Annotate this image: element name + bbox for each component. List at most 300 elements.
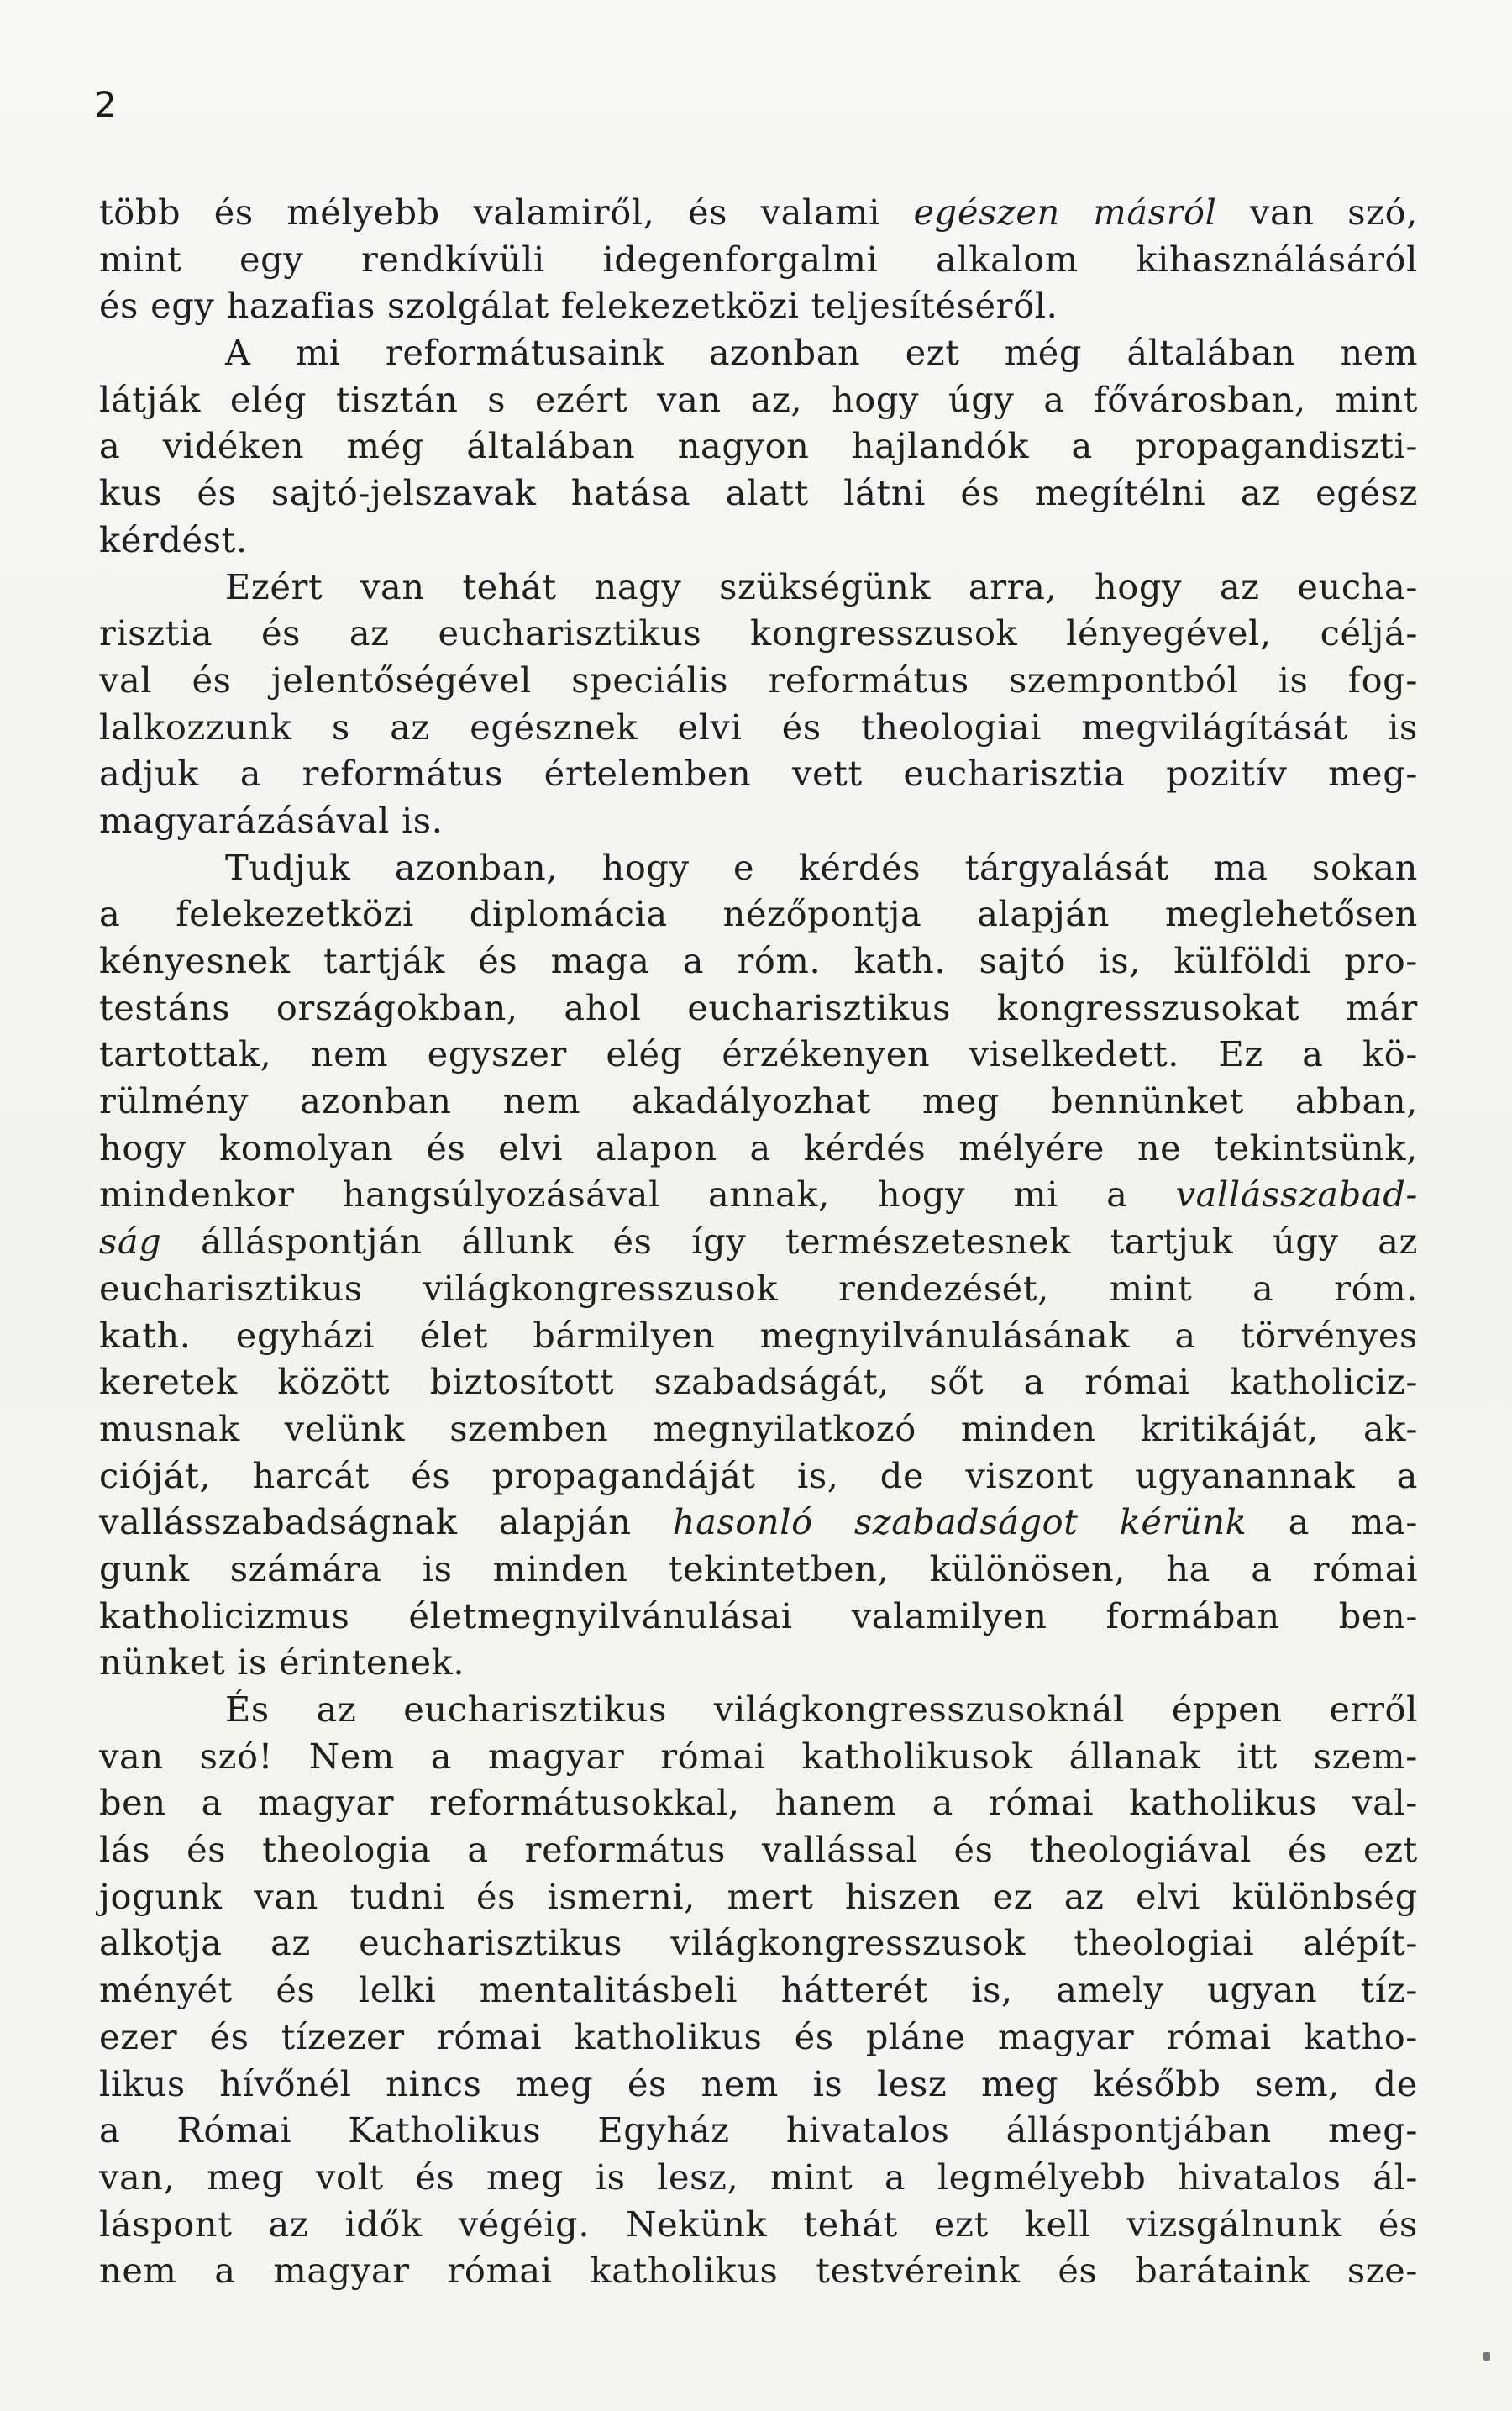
word: akadályozhat xyxy=(632,1080,871,1122)
word: fog- xyxy=(1347,659,1418,701)
word: A xyxy=(225,332,251,374)
text-line xyxy=(99,1829,1418,1876)
word: meglehetősen xyxy=(1164,893,1418,935)
word: volt xyxy=(315,2156,384,2198)
word: vidéken xyxy=(162,425,305,467)
word: római xyxy=(988,1782,1095,1824)
word: és xyxy=(1378,2203,1418,2245)
text-line xyxy=(99,1548,1418,1595)
word: katholikus xyxy=(574,2015,763,2057)
word: rendkívüli xyxy=(360,238,545,280)
word: magyar xyxy=(273,2250,410,2292)
word: több xyxy=(99,192,181,233)
text-line xyxy=(99,1689,1418,1736)
word: abban, xyxy=(1294,1080,1418,1122)
word: egyházi xyxy=(235,1314,375,1356)
word: szemben xyxy=(449,1407,609,1449)
word: s xyxy=(487,378,507,420)
word: alapján xyxy=(977,893,1110,935)
word: azonban, xyxy=(394,846,559,888)
word: általában xyxy=(466,425,636,467)
word: hazafias xyxy=(226,285,375,327)
word: a xyxy=(467,1829,489,1871)
word: likus xyxy=(99,2062,186,2104)
word: egy xyxy=(239,238,304,280)
word: sokan xyxy=(1312,846,1418,888)
word: tekintsünk, xyxy=(1214,1127,1418,1169)
word: elég xyxy=(229,378,307,420)
word: itt xyxy=(1236,1735,1278,1777)
word: és xyxy=(687,192,728,233)
word: róm. xyxy=(1334,1267,1418,1309)
word: megítélni xyxy=(1034,472,1206,514)
word: eucharisztikus xyxy=(438,612,702,654)
word: meg- xyxy=(1328,2109,1418,2151)
text-line xyxy=(99,1922,1418,1969)
word: ma- xyxy=(1351,1501,1418,1543)
text-line xyxy=(99,1595,1418,1642)
word: gunk xyxy=(99,1547,190,1589)
word: a xyxy=(1043,378,1065,420)
word: érzékenyen xyxy=(722,1033,931,1075)
word: élet xyxy=(419,1314,488,1356)
word: és xyxy=(794,2015,834,2057)
word: ményét xyxy=(99,1969,233,2011)
word: valamiről, xyxy=(473,192,655,233)
word: eucha- xyxy=(1297,565,1418,607)
word: alatt xyxy=(725,472,809,514)
word: is xyxy=(595,2156,626,2198)
word: nünket xyxy=(99,1641,226,1683)
emphasized-word: szabadságot xyxy=(853,1501,1079,1543)
word: az xyxy=(268,2203,309,2245)
word: kongresszusokat xyxy=(996,986,1300,1028)
word: ál- xyxy=(1373,2156,1418,2198)
text-line xyxy=(99,192,1418,239)
word: álláspontjában xyxy=(1005,2109,1272,2151)
scan-speck xyxy=(1483,2352,1490,2361)
word: és xyxy=(953,1829,994,1871)
word: és xyxy=(781,706,822,748)
word: mi xyxy=(1013,1174,1059,1216)
word: erről xyxy=(1329,1689,1418,1730)
word: de xyxy=(879,1454,925,1496)
word: értelemben xyxy=(543,753,752,795)
word: meg xyxy=(515,2062,594,2104)
word: is, xyxy=(971,1969,1013,2011)
word: a xyxy=(1251,1547,1273,1589)
word: ne xyxy=(1137,1127,1182,1169)
word: is xyxy=(422,1547,453,1589)
word: sem, xyxy=(1255,2062,1340,2104)
word: mi xyxy=(295,332,341,374)
word: és xyxy=(411,1454,451,1496)
word: vallásszabadságnak xyxy=(99,1501,458,1543)
word: felekezetközi xyxy=(176,893,414,935)
word: hajlandók xyxy=(851,425,1030,467)
word: val xyxy=(99,659,153,701)
word: különbség xyxy=(1231,1875,1418,1917)
word: mert xyxy=(727,1875,814,1917)
word: lesz xyxy=(876,2062,948,2104)
word: szem- xyxy=(1313,1735,1418,1777)
word: az xyxy=(1063,1875,1105,1917)
word: sőt xyxy=(929,1361,984,1403)
word: végéig. xyxy=(458,2203,591,2245)
word: alkotja xyxy=(99,1922,223,1964)
word: a xyxy=(682,940,705,981)
word: látják xyxy=(99,378,202,420)
word: az xyxy=(1219,565,1260,607)
word: érintenek. xyxy=(278,1641,465,1683)
word: cióját, xyxy=(99,1454,212,1496)
word: van xyxy=(657,378,722,420)
word: reformátusokkal, xyxy=(429,1782,740,1824)
word: legmélyebb xyxy=(937,2156,1147,2198)
word: mint xyxy=(99,238,182,280)
word: és xyxy=(276,1969,316,2011)
word: katholicizmus xyxy=(99,1594,350,1636)
word: musnak xyxy=(99,1407,240,1449)
word: pláne xyxy=(865,2015,966,2057)
word: biztosított xyxy=(429,1361,615,1403)
text-line xyxy=(99,612,1418,659)
body-text xyxy=(99,192,1418,2297)
word: keretek xyxy=(99,1361,238,1403)
word: testvéreink xyxy=(816,2250,1021,2292)
text-line xyxy=(99,847,1418,894)
word: hangsúlyozásával xyxy=(342,1174,660,1216)
word: e xyxy=(733,846,755,888)
word: is, xyxy=(1099,940,1141,981)
word: valami xyxy=(760,192,880,233)
word: tíz- xyxy=(1360,1969,1418,2011)
word: s xyxy=(332,706,350,748)
word: pozitív xyxy=(1166,753,1288,795)
word: van xyxy=(1249,192,1315,233)
word: nem xyxy=(502,1080,581,1122)
word: lelki xyxy=(358,1969,437,2011)
word: ezt xyxy=(905,332,960,374)
word: is. xyxy=(401,799,444,841)
word: bennünket xyxy=(1051,1080,1244,1122)
word: még xyxy=(346,425,424,467)
word: tudni xyxy=(349,1875,445,1917)
word: alapján xyxy=(498,1501,632,1543)
word: mentalitásbeli xyxy=(479,1969,738,2011)
word: eucharisztikus xyxy=(99,1267,363,1309)
word: jelentőségével xyxy=(270,659,533,701)
word: is, xyxy=(796,1454,839,1496)
word: szó! xyxy=(199,1735,273,1777)
text-line xyxy=(99,753,1418,800)
word: nem xyxy=(1340,332,1418,374)
word: katholikus xyxy=(1129,1782,1318,1824)
word: nincs xyxy=(386,2062,482,2104)
word: láspont xyxy=(99,2203,233,2245)
word: ez xyxy=(992,1875,1033,1917)
word: Nekünk xyxy=(626,2203,768,2245)
word: a xyxy=(1106,1174,1128,1216)
word: úgy xyxy=(948,378,1015,420)
word: val- xyxy=(1352,1782,1418,1824)
word: valamilyen xyxy=(851,1594,1047,1636)
text-line xyxy=(99,472,1418,519)
word: világkongresszusoknál xyxy=(713,1689,1125,1730)
word: és xyxy=(192,659,232,701)
word: van xyxy=(360,565,425,607)
word: és xyxy=(476,1875,517,1917)
word: és xyxy=(1058,2250,1098,2292)
word: hanem xyxy=(774,1782,897,1824)
word: a xyxy=(99,893,121,935)
word: hívőnél xyxy=(219,2062,352,2104)
word: de xyxy=(1373,2062,1418,2104)
word: azonban xyxy=(708,332,861,374)
word: theologia xyxy=(262,1829,432,1871)
word: velünk xyxy=(284,1407,406,1449)
word: ezer xyxy=(99,2015,178,2057)
word: a xyxy=(1302,1033,1324,1075)
text-line xyxy=(99,987,1418,1034)
word: és xyxy=(213,192,254,233)
emphasized-word: vallásszabad- xyxy=(1175,1174,1418,1216)
word: eucharisztikus xyxy=(403,1689,667,1730)
word: és xyxy=(99,285,139,327)
text-line xyxy=(99,2063,1418,2110)
word: elvi xyxy=(498,1127,564,1169)
word: felekezetközi xyxy=(560,285,800,327)
text-line xyxy=(99,1033,1418,1080)
word: megnyilatkozó xyxy=(653,1407,916,1449)
word: ha xyxy=(1166,1547,1211,1589)
word: reformátusaink xyxy=(385,332,664,374)
word: Tudjuk xyxy=(225,846,351,888)
word: még xyxy=(1004,332,1083,374)
word: országokban, xyxy=(276,986,518,1028)
word: református xyxy=(302,753,504,795)
emphasized-word: egészen xyxy=(913,192,1060,233)
word: nem xyxy=(701,2062,779,2104)
word: az xyxy=(390,706,430,748)
word: rendezését, xyxy=(837,1267,1049,1309)
word: alépít- xyxy=(1302,1922,1418,1964)
word: Római xyxy=(176,2109,292,2151)
word: is xyxy=(1278,659,1309,701)
word: világkongresszusok xyxy=(670,1922,1026,1964)
word: a xyxy=(749,1127,771,1169)
word: megvilágítását xyxy=(1081,706,1348,748)
word: céljá- xyxy=(1320,612,1418,654)
word: propagandiszti- xyxy=(1135,425,1418,467)
word: adjuk xyxy=(99,753,200,795)
word: állunk xyxy=(461,1221,574,1263)
word: római xyxy=(1166,2015,1272,2057)
word: mindenkor xyxy=(99,1174,295,1216)
word: úgy xyxy=(1273,1221,1339,1263)
word: viselkedett. xyxy=(969,1033,1180,1075)
word: és xyxy=(612,1221,653,1263)
word: minden xyxy=(492,1547,628,1589)
text-line xyxy=(99,1455,1418,1502)
word: az xyxy=(270,1922,311,1964)
word: az xyxy=(316,1689,357,1730)
word: ben xyxy=(99,1782,166,1824)
word: kihasználásáról xyxy=(1136,238,1418,280)
word: tekintetben, xyxy=(668,1547,890,1589)
word: sajtó xyxy=(979,940,1067,981)
emphasized-word: hasonló xyxy=(672,1501,813,1543)
text-line xyxy=(99,940,1418,987)
word: harcát xyxy=(252,1454,370,1496)
word: kongresszusok xyxy=(750,612,1018,654)
word: theologiai xyxy=(1074,1922,1255,1964)
word: maga xyxy=(550,940,650,981)
word: kus xyxy=(99,472,162,514)
word: magyar xyxy=(488,1735,625,1777)
text-line xyxy=(99,1315,1418,1362)
word: törvényes xyxy=(1241,1314,1418,1356)
word: mélyére xyxy=(958,1127,1105,1169)
word: kérdés xyxy=(803,1127,927,1169)
word: elvi xyxy=(1136,1875,1201,1917)
word: egész xyxy=(1315,472,1418,514)
word: a xyxy=(1288,1501,1310,1543)
word: nézőpontja xyxy=(722,893,922,935)
word: speciális xyxy=(571,659,729,701)
word: tehát xyxy=(803,2203,898,2245)
word: tehát xyxy=(462,565,557,607)
word: kath. xyxy=(99,1314,192,1356)
word: és xyxy=(426,1127,466,1169)
word: a xyxy=(884,2156,906,2198)
word: viszont xyxy=(965,1454,1094,1496)
word: külföldi xyxy=(1173,940,1311,981)
word: kérdés xyxy=(798,846,921,888)
word: nagy xyxy=(594,565,682,607)
word: vallással xyxy=(762,1829,918,1871)
word: ezt xyxy=(1363,1829,1418,1871)
word: a xyxy=(99,425,121,467)
word: Egyház xyxy=(597,2109,730,2151)
text-line xyxy=(99,425,1418,472)
word: nagyon xyxy=(677,425,810,467)
word: is xyxy=(1388,706,1418,748)
text-line xyxy=(99,800,1418,847)
word: természetesnek xyxy=(785,1221,1071,1263)
word: hogy xyxy=(99,1127,187,1169)
word: kell xyxy=(1024,2203,1091,2245)
word: világkongresszusok xyxy=(423,1267,779,1309)
text-line xyxy=(99,659,1418,706)
word: római xyxy=(447,2250,553,2292)
word: hogy xyxy=(878,1174,966,1216)
text-line xyxy=(99,2109,1418,2156)
word: ahol xyxy=(564,986,642,1028)
word: a xyxy=(1396,1454,1418,1496)
text-line xyxy=(99,1501,1418,1548)
word: és xyxy=(478,940,518,981)
word: a xyxy=(1252,1267,1274,1309)
word: barátaink xyxy=(1135,2250,1310,2292)
word: Nem xyxy=(308,1735,395,1777)
word: meg xyxy=(980,2062,1059,2104)
text-line xyxy=(99,332,1418,379)
word: theologiával xyxy=(1029,1829,1252,1871)
word: is xyxy=(237,1641,267,1683)
word: kath. xyxy=(853,940,947,981)
text-line xyxy=(99,1174,1418,1221)
word: magyar xyxy=(998,2015,1135,2057)
word: az, xyxy=(750,378,803,420)
text-line xyxy=(99,1736,1418,1783)
text-line xyxy=(99,285,1418,332)
word: nem xyxy=(99,2250,177,2292)
word: eucharisztikus xyxy=(359,1922,622,1964)
word: komolyan xyxy=(218,1127,394,1169)
word: a xyxy=(1174,1314,1196,1356)
word: Katholikus xyxy=(348,2109,542,2151)
word: ugyanannak xyxy=(1135,1454,1356,1496)
word: szempontból xyxy=(1008,659,1239,701)
word: különösen, xyxy=(929,1547,1126,1589)
word: vizsgálnunk xyxy=(1126,2203,1342,2245)
word: azonban xyxy=(300,1080,452,1122)
word: elvi xyxy=(677,706,743,748)
word: éppen xyxy=(1171,1689,1283,1730)
word: kritikáját, xyxy=(1140,1407,1319,1449)
word: van xyxy=(99,1735,164,1777)
word: lás xyxy=(99,1829,151,1871)
word: formában xyxy=(1105,1594,1280,1636)
word: idők xyxy=(344,2203,423,2245)
word: római xyxy=(660,1735,766,1777)
word: hogy xyxy=(601,846,690,888)
text-line xyxy=(99,1361,1418,1408)
text-line xyxy=(99,1221,1418,1268)
word: Ezért xyxy=(225,565,323,607)
word: meg xyxy=(207,2156,285,2198)
word: amely xyxy=(1056,1969,1164,2011)
word: a xyxy=(1023,1361,1045,1403)
word: és xyxy=(197,472,237,514)
word: hatása xyxy=(570,472,691,514)
text-line xyxy=(99,2016,1418,2063)
word: állanak xyxy=(1068,1735,1201,1777)
word: kényesnek xyxy=(99,940,291,981)
word: hogy xyxy=(1094,565,1183,607)
word: szó, xyxy=(1347,192,1418,233)
word: az xyxy=(1240,472,1281,514)
word: katho- xyxy=(1304,2015,1418,2057)
word: mint xyxy=(1335,378,1418,420)
word: a xyxy=(239,753,262,795)
word: elég xyxy=(606,1033,683,1075)
word: a xyxy=(430,1735,453,1777)
word: életmegnyilvánulásai xyxy=(408,1594,793,1636)
text-line xyxy=(99,379,1418,426)
emphasized-word: ság xyxy=(99,1221,162,1263)
text-line xyxy=(99,566,1418,613)
word: később xyxy=(1092,2062,1221,2104)
word: számára xyxy=(229,1547,382,1589)
word: propagandáját xyxy=(491,1454,756,1496)
word: megnyilvánulásának xyxy=(759,1314,1131,1356)
word: rülmény xyxy=(99,1080,249,1122)
word: a xyxy=(99,2109,121,2151)
word: így xyxy=(691,1221,747,1263)
word: risztia xyxy=(99,612,213,654)
